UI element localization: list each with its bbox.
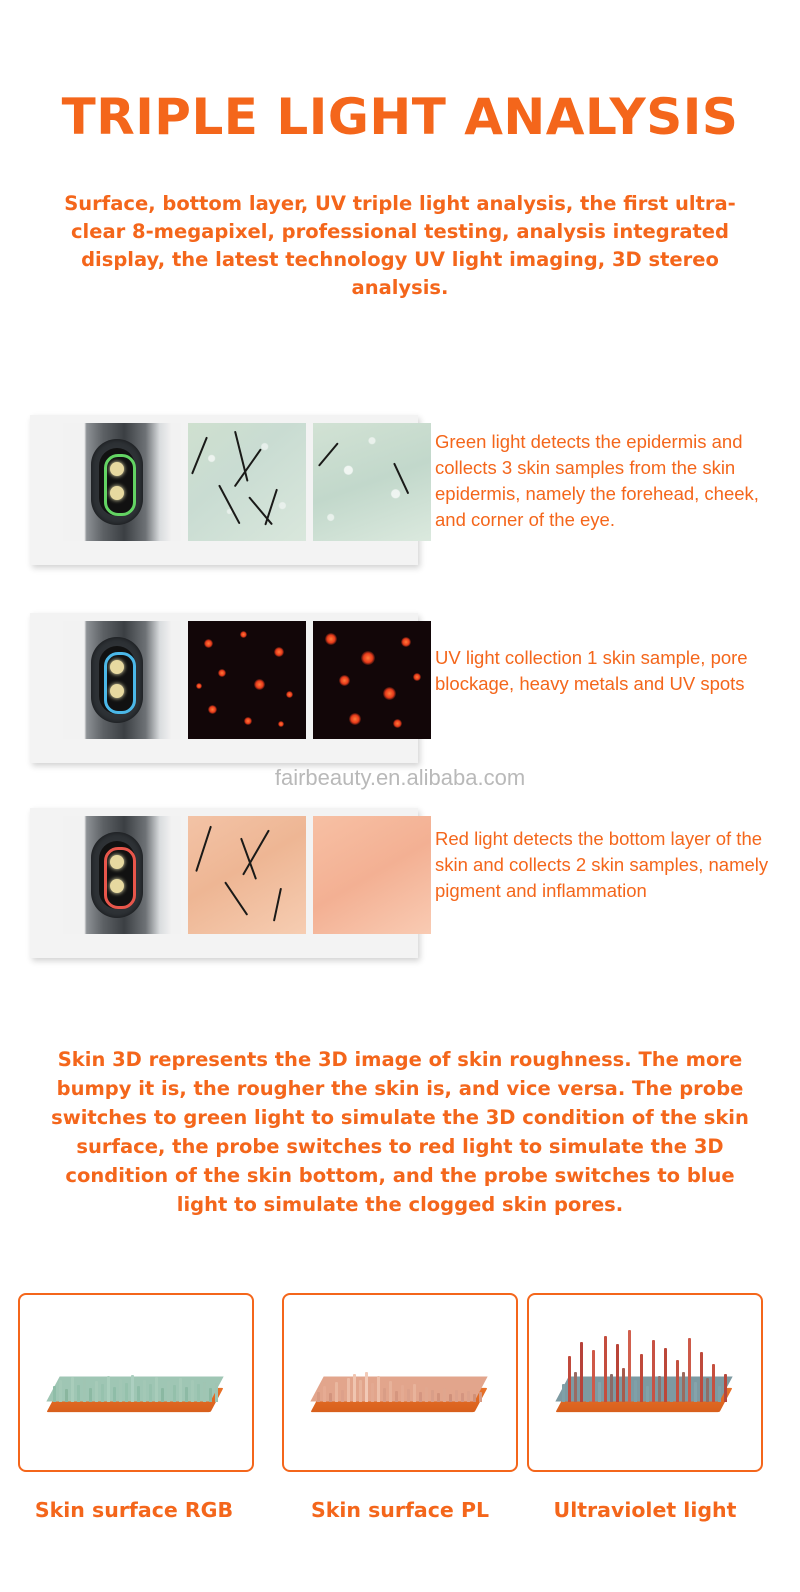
plot-3d-uv bbox=[550, 1326, 740, 1446]
plot-card-label-uv: Ultraviolet light bbox=[553, 1498, 737, 1522]
page-subtitle: Surface, bottom layer, UV triple light analysis, the first ultra-clear 8-megapixel, professional testing, analysis integrated display, the latest technology UV light imaging, 3D stereo analysis. bbox=[64, 192, 736, 299]
plot-card-rgb bbox=[18, 1293, 254, 1472]
feature-text-green: Green light detects the epidermis and collects 3 skin samples from the skin epidermis, namely the forehead, cheek, and corner of the eye. bbox=[435, 431, 759, 530]
skin-sample-red-1 bbox=[188, 816, 306, 934]
image-strip-uv bbox=[30, 613, 418, 763]
skin-sample-uv-1 bbox=[188, 621, 306, 739]
skin-sample-green-1 bbox=[188, 423, 306, 541]
probe-uv-icon bbox=[63, 621, 181, 739]
plot-card-pl bbox=[282, 1293, 518, 1472]
probe-red-icon bbox=[63, 816, 181, 934]
plot-card-label-rgb: Skin surface RGB bbox=[34, 1498, 234, 1522]
feature-row-uv bbox=[0, 613, 800, 773]
skin-sample-red-2 bbox=[313, 816, 431, 934]
page-title: TRIPLE LIGHT ANALYSIS bbox=[61, 88, 739, 146]
skin-sample-uv-2 bbox=[313, 621, 431, 739]
feature-text-uv: UV light collection 1 skin sample, pore blockage, heavy metals and UV spots bbox=[435, 647, 748, 694]
feature-row-green bbox=[0, 415, 800, 575]
skin-3d-paragraph: Skin 3D represents the 3D image of skin roughness. The more bumpy it is, the rougher the skin is, and vice versa. The probe switches to green light to simulate the 3D condition of the skin surface, the probe switches to red light to simulate the 3D condition of the skin bottom, and the probe switches to blue light to simulate the clogged skin pores. bbox=[51, 1048, 749, 1216]
plot-3d-pl bbox=[305, 1326, 495, 1446]
plot-card-label-pl: Skin surface PL bbox=[310, 1498, 490, 1522]
watermark: fairbeauty.en.alibaba.com bbox=[274, 765, 526, 790]
image-strip-red bbox=[30, 808, 418, 958]
plot-card-group bbox=[0, 1293, 800, 1493]
probe-green-icon bbox=[63, 423, 181, 541]
image-strip-green bbox=[30, 415, 418, 565]
plot-card-uv bbox=[527, 1293, 763, 1472]
feature-row-red bbox=[0, 808, 800, 968]
feature-text-red: Red light detects the bottom layer of the skin and collects 2 skin samples, namely pigment and inflammation bbox=[435, 828, 769, 901]
plot-3d-rgb bbox=[41, 1326, 231, 1446]
skin-sample-green-2 bbox=[313, 423, 431, 541]
